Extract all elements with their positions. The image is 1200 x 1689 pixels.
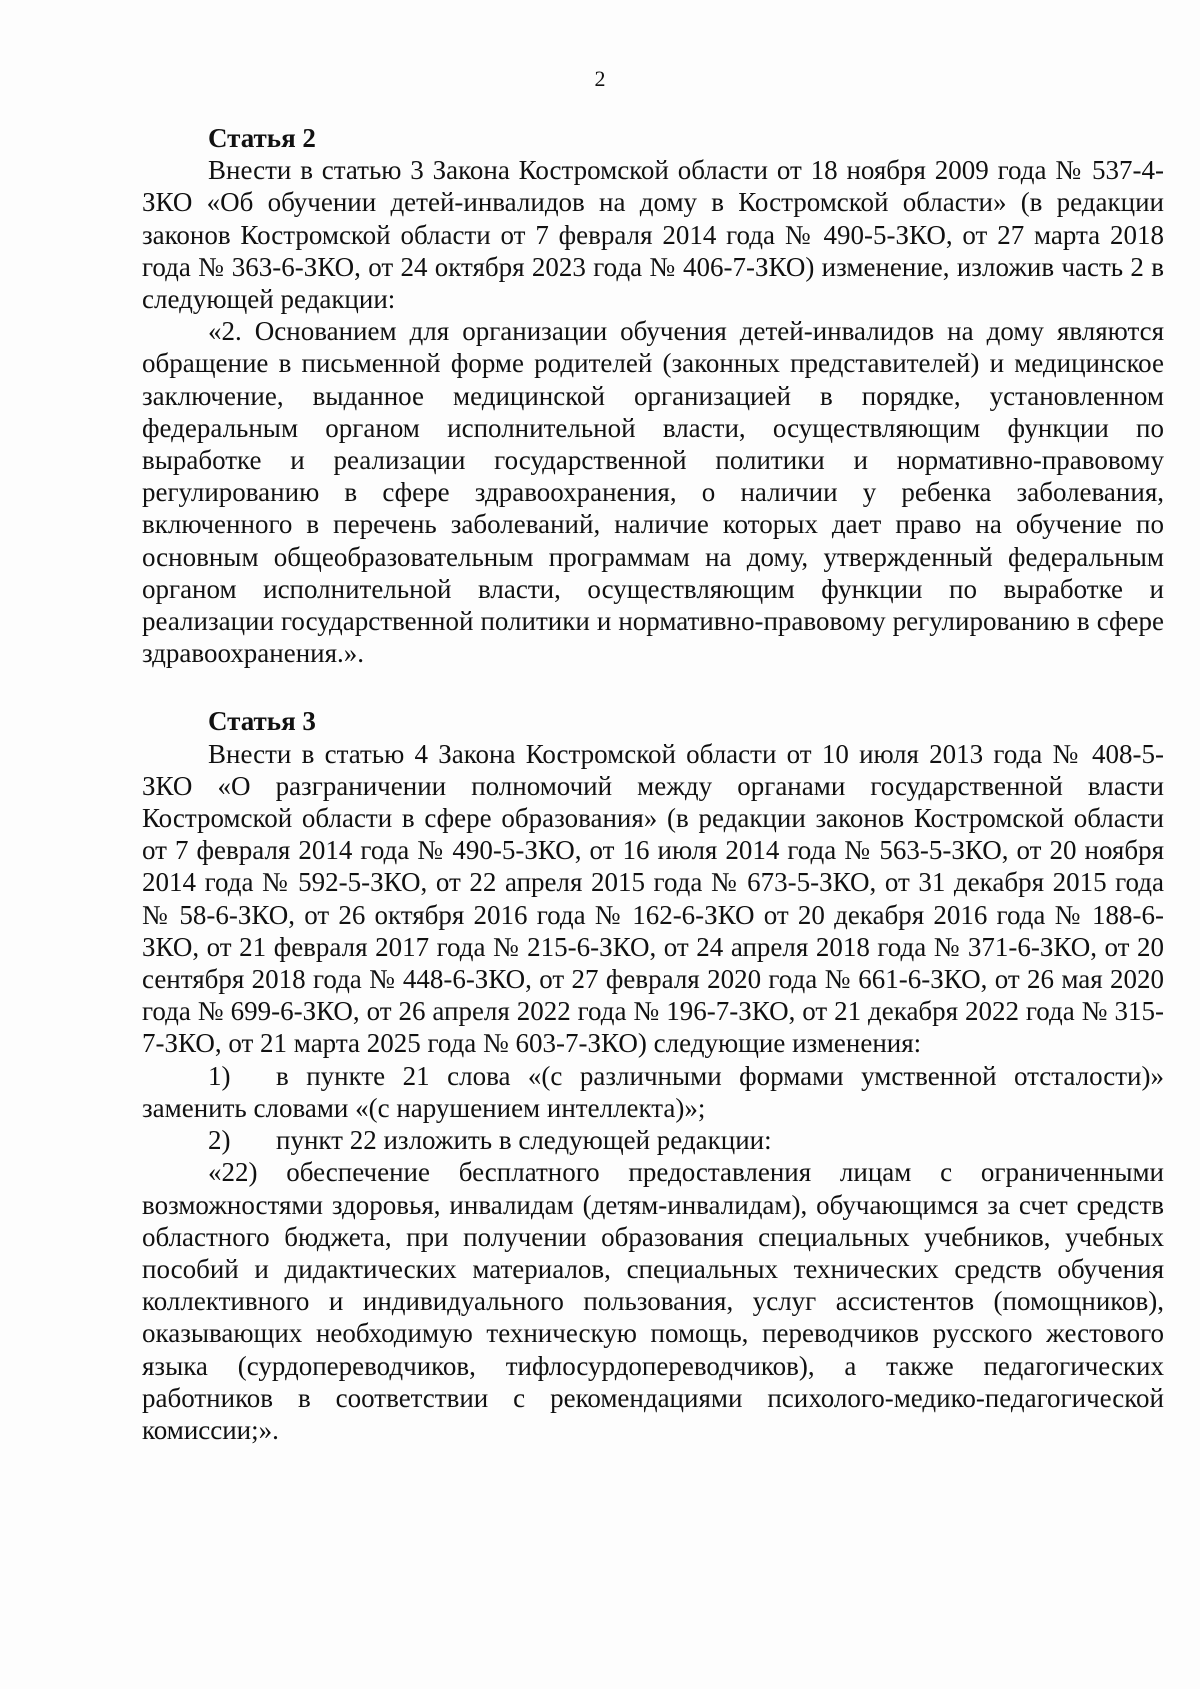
article-2-title: Статья 2 <box>208 123 316 153</box>
item-2-text: пункт 22 изложить в следующей редакции: <box>276 1125 772 1156</box>
item-2-number: 2) <box>208 1125 231 1156</box>
page-number: 2 <box>594 66 606 91</box>
section-gap <box>142 669 1164 705</box>
item-1-text: в пункте 21 слова «(с различными формами умственной отсталости)» заменить словами «(с нарушением интеллекта)»; <box>142 1060 1164 1123</box>
article-3-item-2 <box>142 1124 1164 1156</box>
item-1-number: 1) <box>208 1060 231 1091</box>
document-body <box>142 122 1164 1446</box>
article-3-item-1 <box>142 1060 1164 1124</box>
article-3-intro: Внести в статью 4 Закона Костромской области от 10 июля 2013 года № 408-5-ЗКО «О разграничении полномочий между органами государственной власти Костромской области в сфере образования» (в редакции законов Костромской области от 7 февраля 2014 года № 490-5-ЗКО, от 16 июля 2014 года № 563-5-ЗКО, от 20 ноября 2014 года № 592-5-ЗКО, от 22 апреля 2015 года № 673-5-ЗКО, от 31 декабря 2015 года № 58-6-ЗКО, от 26 октября 2016 года № 162-6-ЗКО от 20 декабря 2016 года № 188-6-ЗКО, от 21 февраля 2017 года № 215-6-ЗКО, от 24 апреля 2018 года № 371-6-ЗКО, от 20 сентября 2018 года № 448-6-ЗКО, от 27 февраля 2020 года № 661-6-ЗКО, от 26 мая 2020 года № 699-6-ЗКО, от 26 апреля 2022 года № 196-7-ЗКО, от 21 декабря 2022 года № 315-7-ЗКО, от 21 марта 2025 года № 603-7-ЗКО) следующие изменения: <box>142 738 1164 1059</box>
article-2-intro: Внести в статью 3 Закона Костромской области от 18 ноября 2009 года № 537-4-ЗКО «Об обучении детей-инвалидов на дому в Костромской области» (в редакции законов Костромской области от 7 февраля 2014 года № 490-5-ЗКО, от 27 марта 2018 года № 363-6-ЗКО, от 24 октября 2023 года № 406-7-ЗКО) изменение, изложив часть 2 в следующей редакции: <box>142 155 1164 315</box>
article-3-quote: «22) обеспечение бесплатного предоставления лицам с ограниченными возможностями здоровья, инвалидам (детям-инвалидам), обучающимся за счет средств областного бюджета, при получении образования специальных учебников, учебных пособий и дидактических материалов, специальных технических средств обучения коллективного и индивидуального пользования, услуг ассистентов (помощников), оказывающих необходимую техническую помощь, переводчиков русского жестового языка (сурдопереводчиков, тифлосурдопереводчиков), а также педагогических работников в соответствии с рекомендациями психолого-медико-педагогической комиссии;». <box>142 1157 1164 1445</box>
article-2-quote: «2. Основанием для организации обучения детей-инвалидов на дому являются обращение в письменной форме родителей (законных представителей) и медицинское заключение, выданное медицинской организацией в порядке, установленном федеральным органом исполнительной власти, осуществляющим функции по выработке и реализации государственной политики и нормативно-правовому регулированию в сфере здравоохранения, о наличии у ребенка заболевания, включенного в перечень заболеваний, наличие которых дает право на обучение по основным общеобразовательным программам на дому, утвержденный федеральным органом исполнительной власти, осуществляющим функции по выработке и реализации государственной политики и нормативно-правовому регулированию в сфере здравоохранения.». <box>142 316 1164 669</box>
article-3-title: Статья 3 <box>208 706 316 737</box>
